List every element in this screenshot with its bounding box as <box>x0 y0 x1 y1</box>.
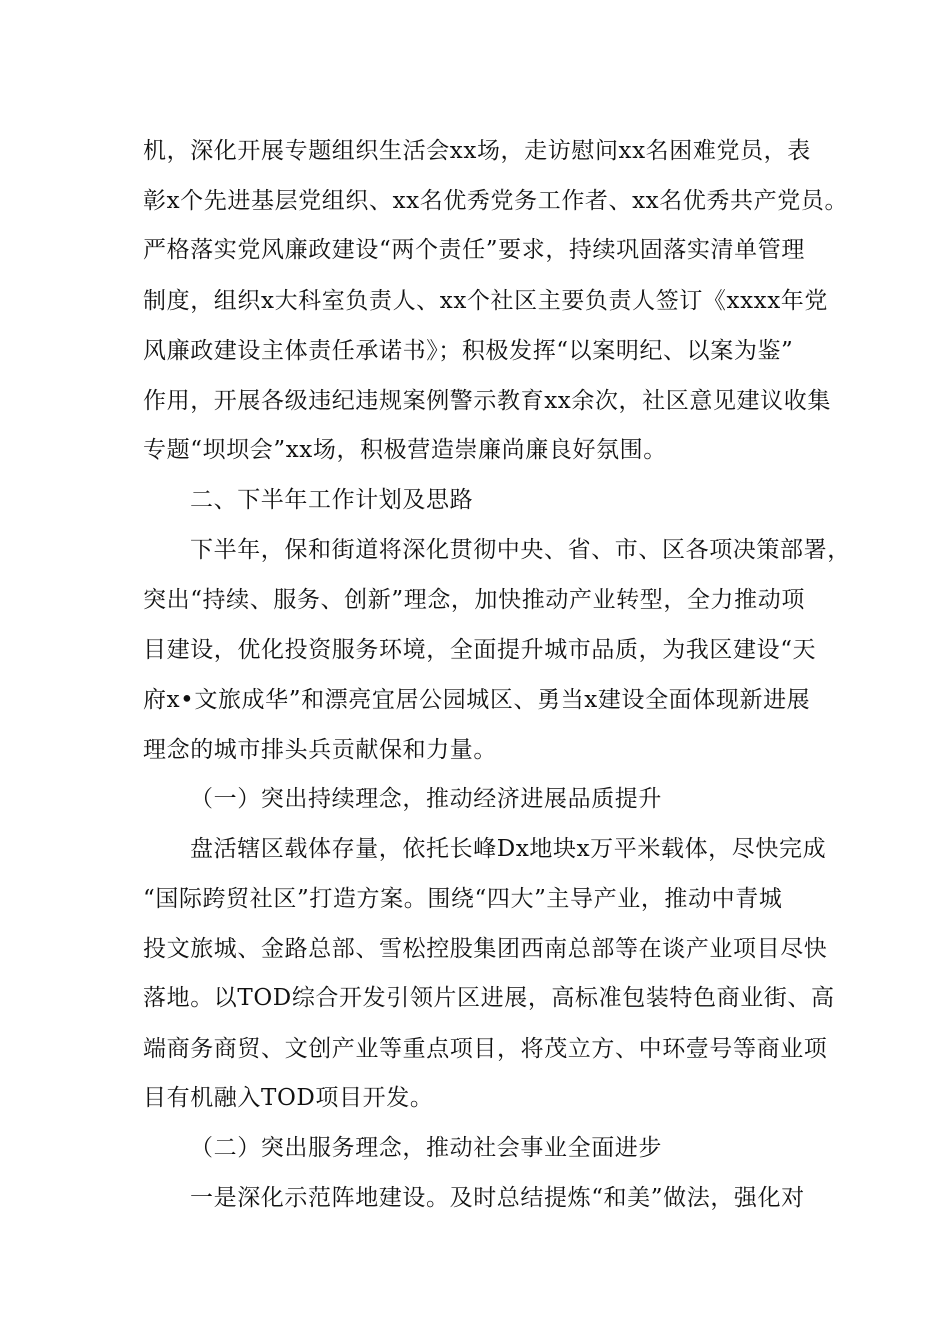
body-text-line: 机，深化开展专题组织生活会xx场，走访慰问xx名困难党员，表 <box>143 138 811 164</box>
body-text-line: 彰x个先进基层党组织、xx名优秀党务工作者、xx名优秀共产党员。 <box>143 188 849 214</box>
body-text-line: 下半年，保和街道将深化贯彻中央、省、市、区各项决策部署， <box>190 537 851 563</box>
body-text-line: 制度，组织x大科室负责人、xx个社区主要负责人签订《xxxx年党 <box>143 288 828 314</box>
body-text-line: 目有机融入TOD项目开发。 <box>143 1085 434 1111</box>
body-text-line: 投文旅城、金路总部、雪松控股集团西南总部等在谈产业项目尽快 <box>143 936 828 962</box>
body-text-line: 盘活辖区载体存量，依托长峰Dx地块x万平米载体，尽快完成 <box>190 836 827 862</box>
section-heading: 二、下半年工作计划及思路 <box>190 487 474 513</box>
body-text-line: 落地。以TOD综合开发引领片区进展，高标准包装特色商业街、高 <box>143 985 835 1011</box>
body-text-line: “国际跨贸社区”打造方案。围绕“四大”主导产业，推动中青城 <box>143 886 783 912</box>
body-text-line: 风廉政建设主体责任承诺书》；积极发挥“以案明纪、以案为鉴” <box>143 338 794 364</box>
subsection-heading: （一）突出持续理念，推动经济进展品质提升 <box>190 786 662 812</box>
body-text-line: 作用，开展各级违纪违规案例警示教育xx余次，社区意见建议收集 <box>143 388 831 414</box>
body-text-line: 府x•文旅成华”和漂亮宜居公园城区、勇当x建设全面体现新进展 <box>143 687 811 713</box>
body-text-line: 一是深化示范阵地建设。及时总结提炼“和美”做法，强化对 <box>190 1185 805 1211</box>
body-text-line: 端商务商贸、文创产业等重点项目，将茂立方、中环壹号等商业项 <box>143 1036 828 1062</box>
body-text-line: 严格落实党风廉政建设“两个责任”要求，持续巩固落实清单管理 <box>143 237 805 263</box>
subsection-heading: （二）突出服务理念，推动社会事业全面进步 <box>190 1135 662 1161</box>
body-text-line: 目建设，优化投资服务环境，全面提升城市品质，为我区建设“天 <box>143 637 817 663</box>
body-text-line: 突出“持续、服务、创新”理念，加快推动产业转型，全力推动项 <box>143 587 805 613</box>
body-text-line: 专题“坝坝会”xx场，积极营造崇廉尚廉良好氛围。 <box>143 437 667 463</box>
body-text-line: 理念的城市排头兵贡献保和力量。 <box>143 737 497 763</box>
